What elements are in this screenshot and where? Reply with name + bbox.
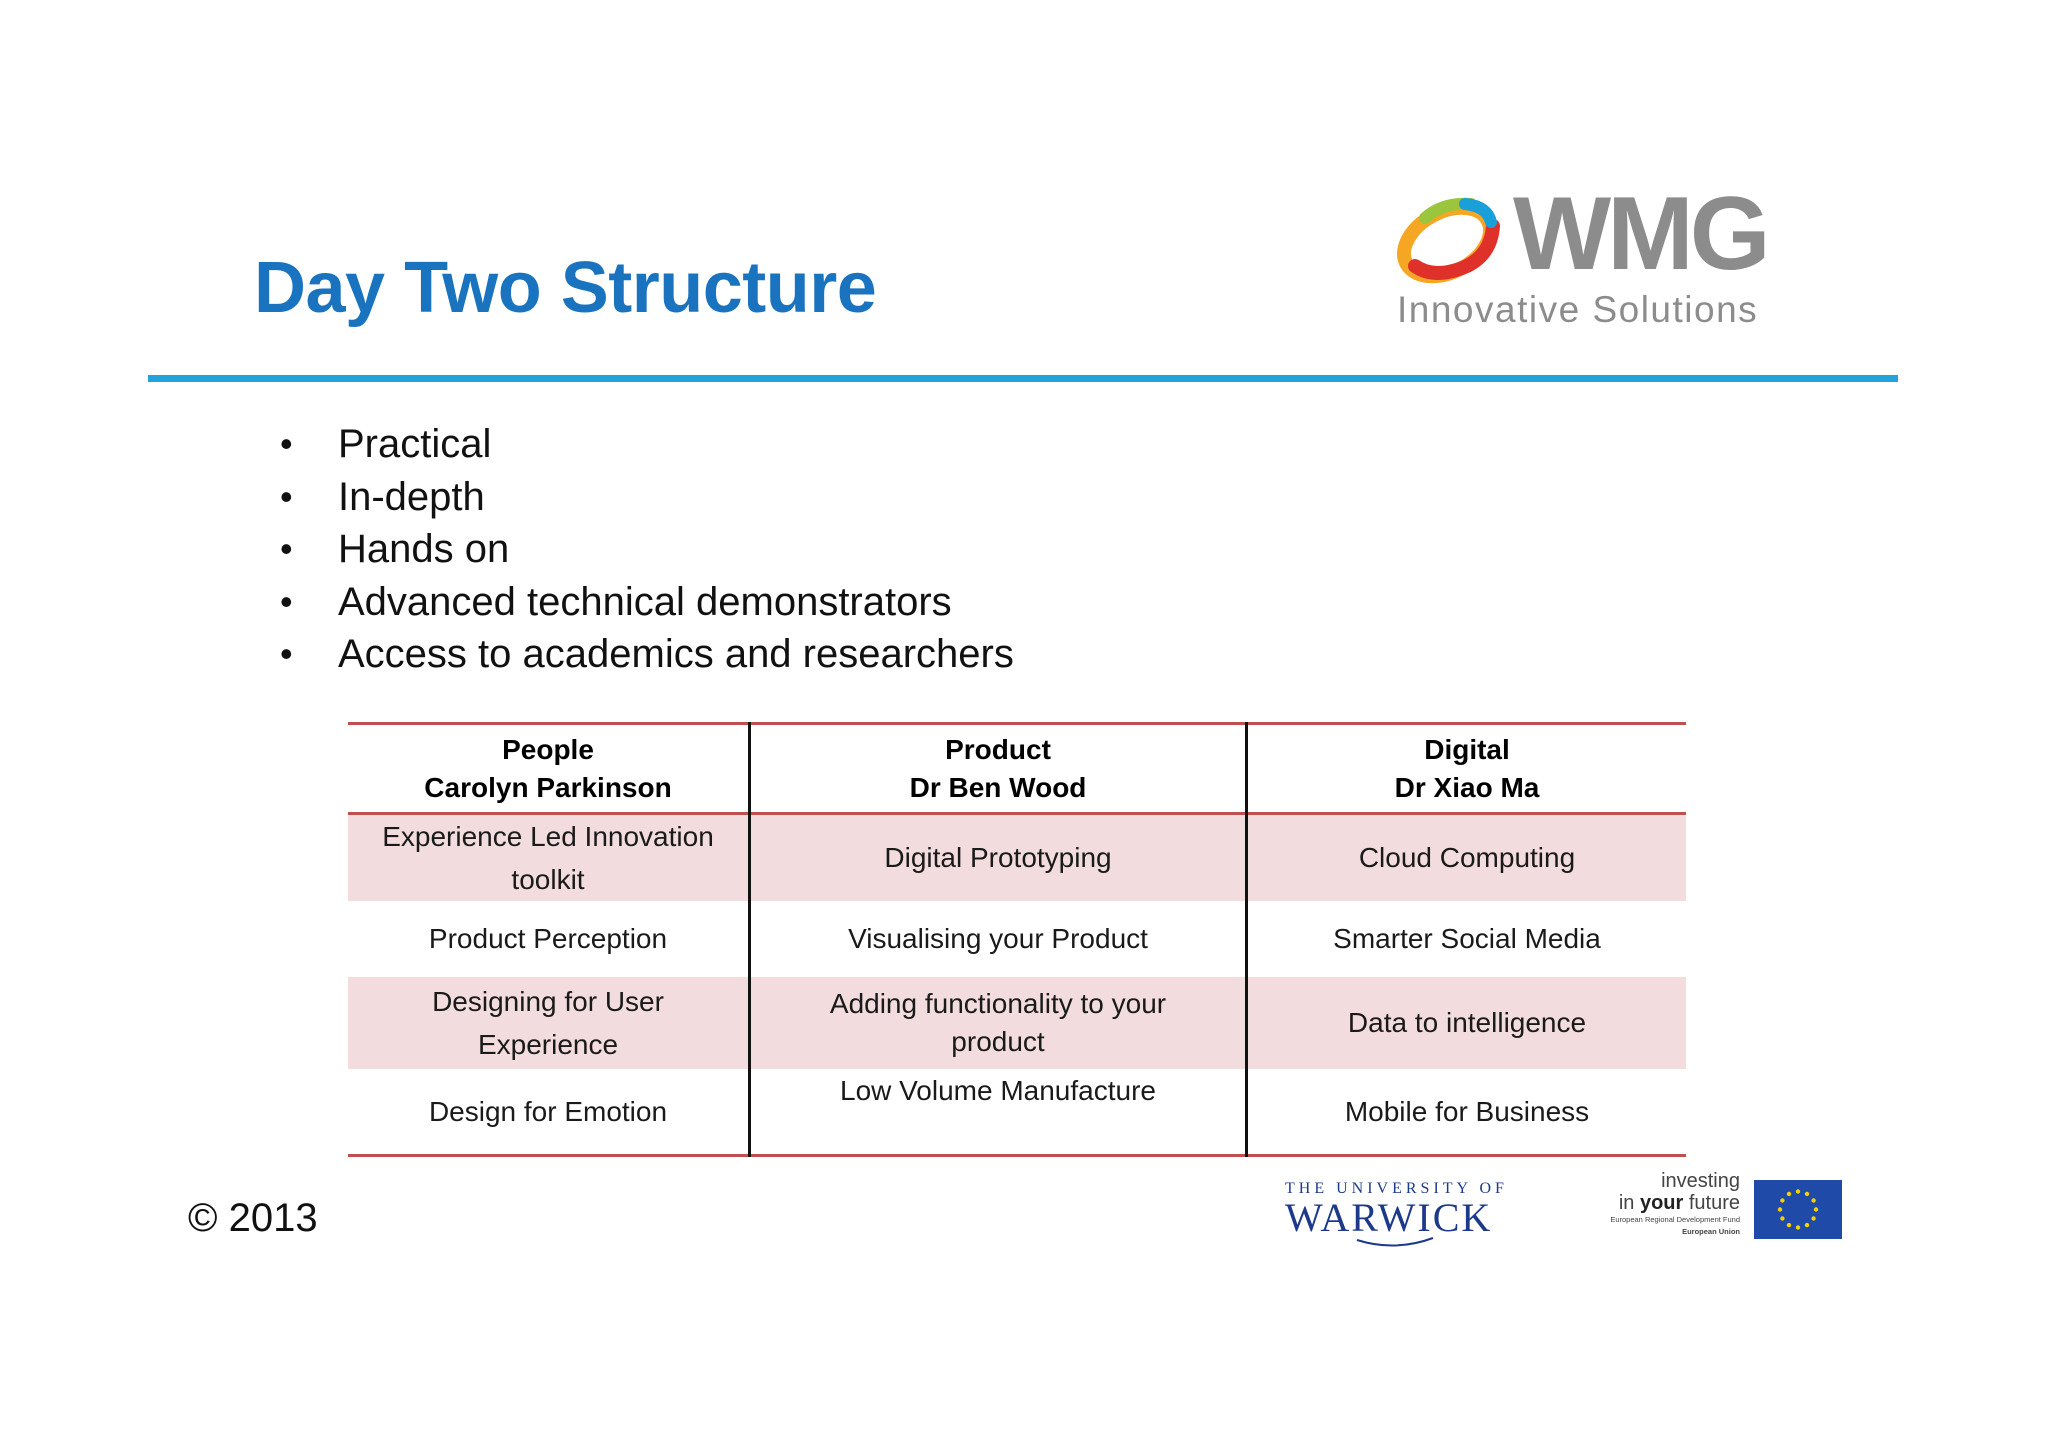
warwick-logo [1285, 1180, 1508, 1252]
slide-title: Day Two Structure [254, 248, 877, 328]
invest-fund: European Regional Development Fund [1610, 1215, 1740, 1224]
wmg-swirl-icon [1395, 196, 1500, 286]
eu-star [1780, 1198, 1784, 1202]
column-lead: Dr Ben Wood [909, 771, 1087, 803]
warwick-top-line: THE UNIVERSITY OF [1285, 1180, 1508, 1197]
structure-table [348, 722, 1686, 1157]
table-cell: Designing for User Experience [432, 986, 664, 1060]
wmg-wordmark: WMG [1513, 176, 1767, 292]
wmg-tagline: Innovative Solutions [1397, 289, 1759, 330]
column-lead: Dr Xiao Ma [1394, 771, 1540, 803]
table-cell: Design for Emotion [428, 1095, 668, 1127]
eu-star [1814, 1207, 1818, 1211]
table-cell: Cloud Computing [1358, 842, 1576, 873]
invest-eu: European Union [1682, 1227, 1740, 1236]
table-cell: Smarter Social Media [1333, 923, 1601, 954]
bullet-list [280, 418, 1014, 681]
bullet-item: • Advanced technical demonstrators [280, 576, 1014, 629]
column-heading: Product [945, 733, 1051, 765]
invest-line1: investing [1661, 1170, 1740, 1192]
copyright-text: © 2013 [188, 1196, 318, 1240]
investing-in-your-future [1575, 1170, 1740, 1238]
bullet-item: • In-depth [280, 471, 1014, 524]
table-cell: Visualising your Product [848, 923, 1148, 954]
eu-star [1796, 1225, 1800, 1229]
eu-star [1787, 1192, 1791, 1196]
column-heading: People [502, 733, 594, 765]
table-cell: Mobile for Business [1344, 1095, 1590, 1127]
title-divider [148, 375, 1898, 382]
table-bottom-rule [348, 1154, 1686, 1157]
eu-star [1805, 1192, 1809, 1196]
column-header-digital [1248, 725, 1686, 812]
bullet-item: • Hands on [280, 523, 1014, 576]
table-cell: Experience Led Innovation toolkit [382, 821, 714, 895]
column-header-product [751, 725, 1245, 812]
eu-star [1780, 1216, 1784, 1220]
table-cell: Adding functionality to your product [829, 988, 1167, 1057]
eu-star [1811, 1216, 1815, 1220]
warwick-swoosh-icon [1355, 1236, 1435, 1250]
column-heading: Digital [1424, 733, 1510, 765]
table-cell: Product Perception [428, 923, 668, 954]
eu-star [1805, 1223, 1809, 1227]
eu-star [1811, 1198, 1815, 1202]
eu-star [1796, 1189, 1800, 1193]
bullet-item: • Access to academics and researchers [280, 628, 1014, 681]
table-cell: Data to intelligence [1347, 1007, 1587, 1038]
eu-star [1778, 1207, 1782, 1211]
invest-line2: in your future [1618, 1192, 1740, 1214]
column-lead: Carolyn Parkinson [424, 771, 672, 803]
wmg-logo [1395, 176, 1865, 336]
bullet-item: • Practical [280, 418, 1014, 471]
eu-star [1787, 1223, 1791, 1227]
table-cell: Low Volume Manufacture [840, 1075, 1156, 1106]
column-header-people [348, 725, 748, 812]
eu-flag-icon [1754, 1180, 1842, 1239]
warwick-name: WARWICK [1285, 1195, 1493, 1240]
table-cell: Digital Prototyping [884, 842, 1112, 873]
